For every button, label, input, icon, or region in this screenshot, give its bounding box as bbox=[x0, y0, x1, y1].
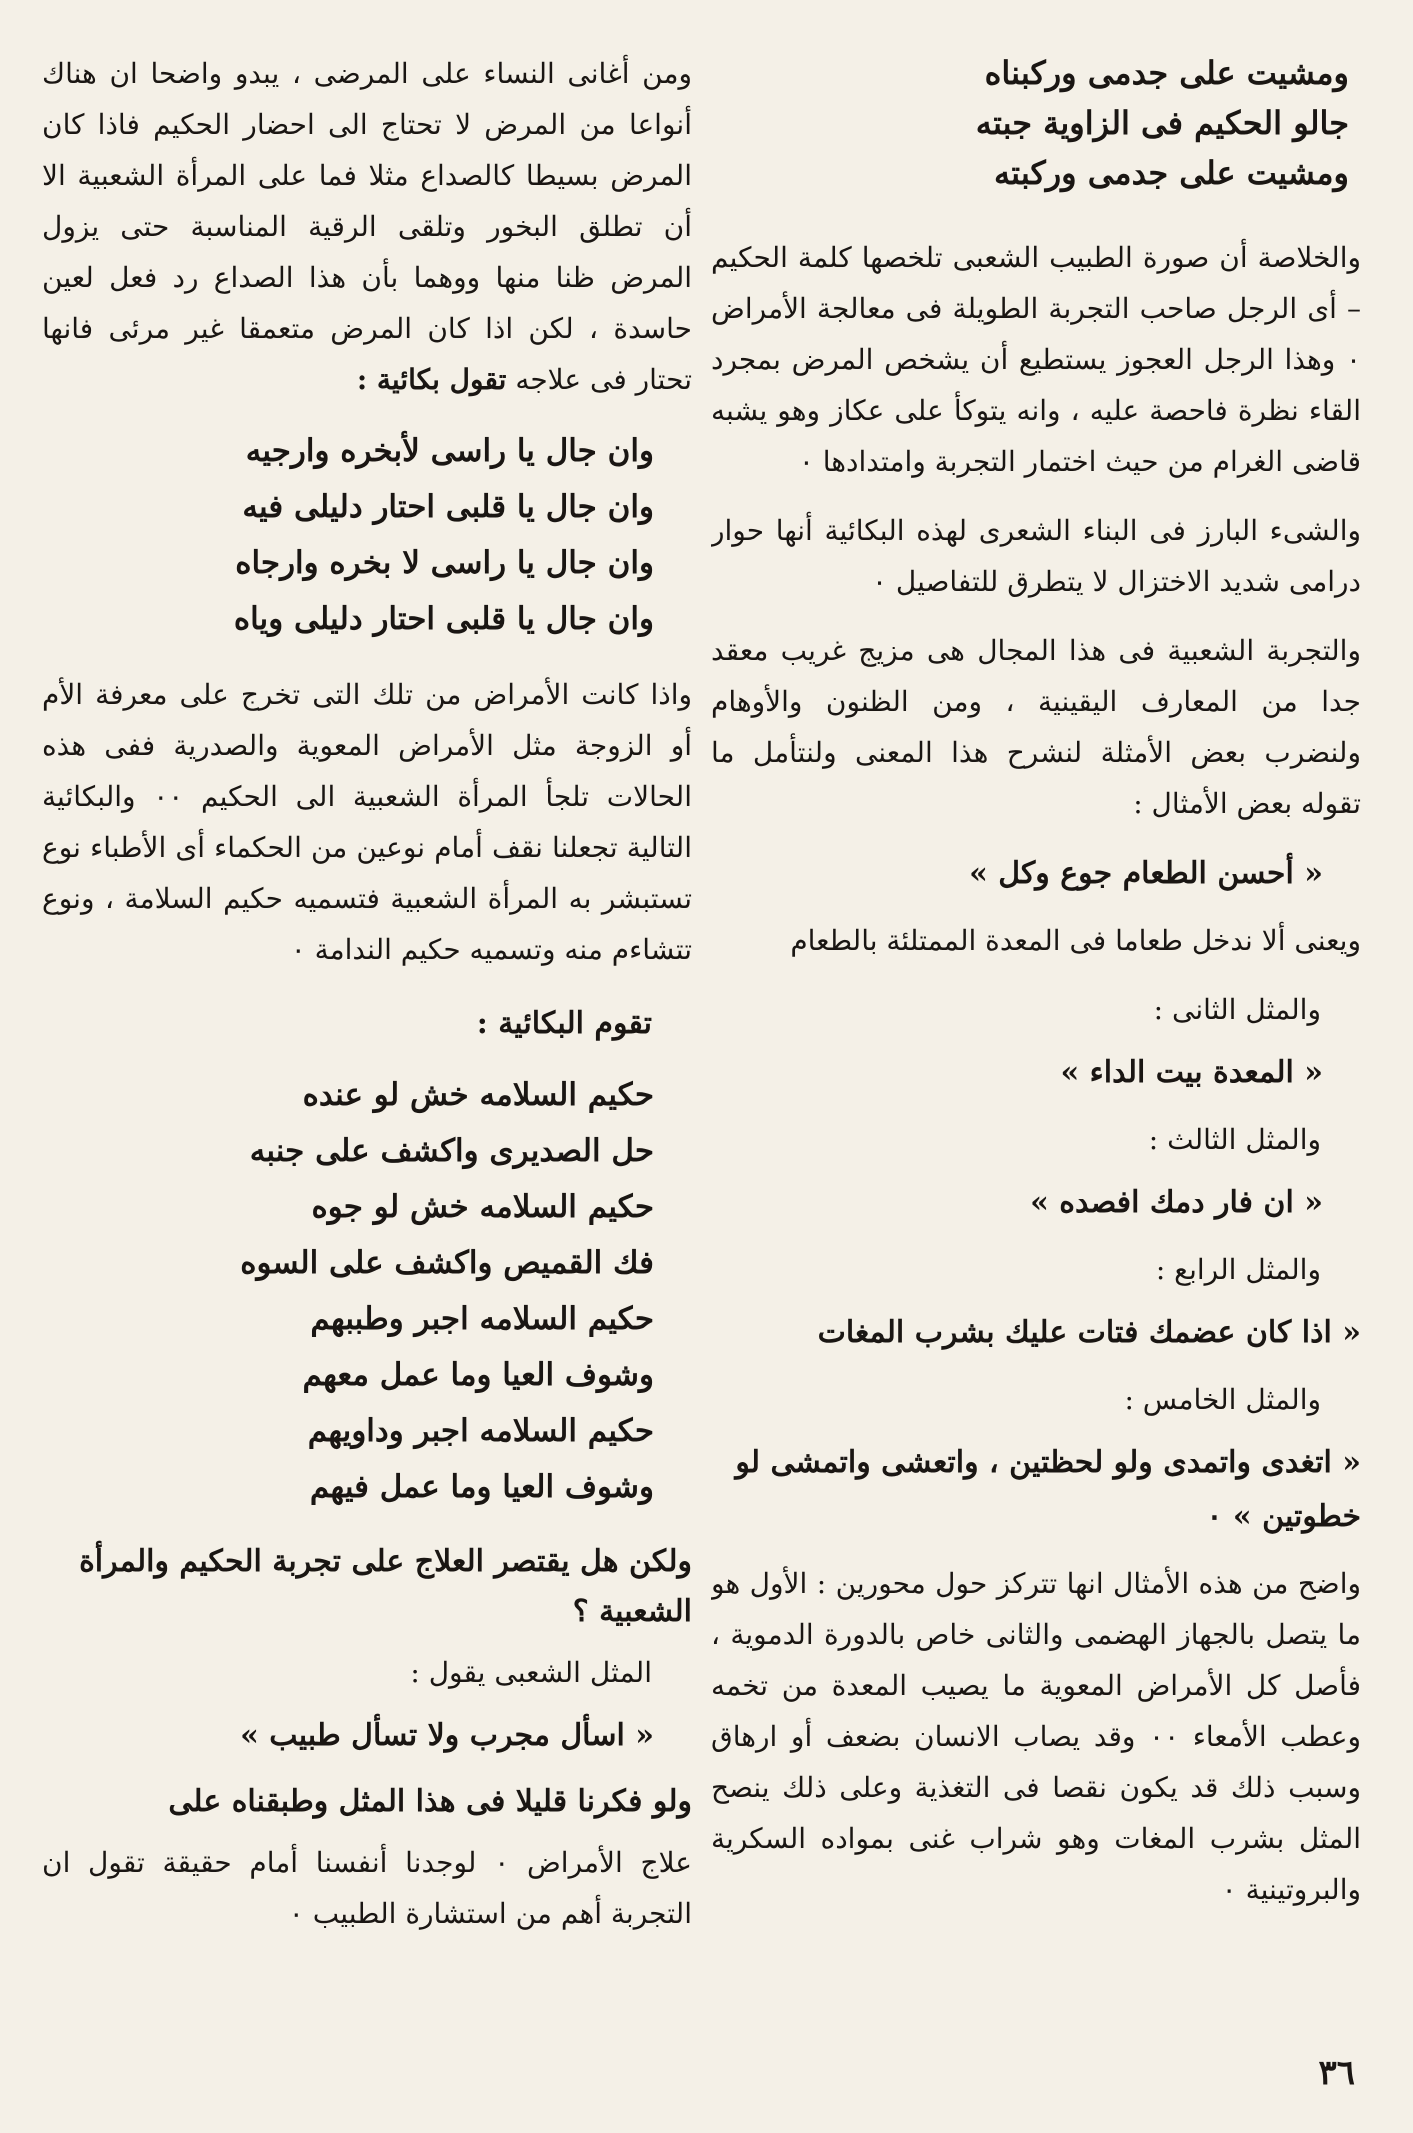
verse-line: وان جال يا قلبى احتار دليلى فيه bbox=[242, 489, 654, 525]
proverb: « اسأل مجرب ولا تسأل طبيب » bbox=[240, 1718, 654, 1753]
page-number: ٣٦ bbox=[1318, 2053, 1355, 2093]
verse-line: حكيم السلامه خش لو عنده bbox=[302, 1077, 654, 1113]
verse-top bbox=[711, 48, 1361, 198]
paragraph: والخلاصة أن صورة الطبيب الشعبى تلخصها كلمة الحكيم – أى الرجل صاحب التجربة الطويلة فى معالجة الأمراض ٠ وهذا الرجل العجوز يستطيع أن يشخص المرض بمجرد القاء نظرة فاحصة عليه ، وانه يتوكأ على عكاز وهو يشبه قاضى الغرام من حيث اختمار التجربة وامتدادها ٠ bbox=[711, 241, 1361, 478]
paragraph-bold-tail: تقول بكائية : bbox=[356, 363, 507, 396]
verse-line: فك القميص واكشف على السوه bbox=[240, 1245, 654, 1281]
verse-line: وشوف العيا وما عمل فيهم bbox=[309, 1469, 654, 1505]
proverb: « اذا كان عضمك فتات عليك بشرب المغات bbox=[817, 1315, 1361, 1350]
paragraph: ويعنى ألا ندخل طعاما فى المعدة الممتلئة بالطعام bbox=[790, 924, 1361, 957]
verse-block-1 bbox=[42, 423, 692, 647]
verse-line: ومشيت على جدمى وركبناه bbox=[984, 54, 1349, 92]
proverb: « أحسن الطعام جوع وكل » bbox=[969, 856, 1323, 891]
verse-line: وان جال يا قلبى احتار دليلى وياه bbox=[233, 601, 654, 637]
right-column bbox=[711, 48, 1361, 2043]
section-heading: تقوم البكائية : bbox=[476, 1006, 652, 1041]
verse-line: حل الصديرى واكشف على جنبه bbox=[249, 1133, 654, 1169]
proverb-label: والمثل الثالث : bbox=[1148, 1123, 1321, 1156]
verse-line: وان جال يا راسى لا بخره وارجاه bbox=[235, 545, 654, 581]
proverb: « المعدة بيت الداء » bbox=[1060, 1055, 1323, 1090]
verse-block-2 bbox=[42, 1067, 692, 1515]
verse-line: حكيم السلامه خش لو جوه bbox=[311, 1189, 654, 1225]
verse-line: وشوف العيا وما عمل معهم bbox=[302, 1357, 654, 1393]
proverb-label: والمثل الخامس : bbox=[1124, 1383, 1321, 1416]
left-column bbox=[42, 48, 692, 2043]
bold-paragraph: ولو فكرنا قليلا فى هذا المثل وطبقناه على bbox=[168, 1784, 692, 1819]
paragraph-text: ومن أغانى النساء على المرضى ، يبدو واضحا ان هناك أنواعا من المرض لا تحتاج الى احضار الحكيم فاذا كان المرض بسيطا كالصداع مثلا فما على المرأة الشعبية الا أن تطلق البخور وتلقى الرقية المناسبة حتى يزول المرض ظنا منها ووهما بأن هذا الصداع رد فعل لعين حاسدة ، لكن اذا كان المرض متعمقا غير مرئى فانها تحتار فى علاجه bbox=[42, 57, 692, 396]
paragraph: واضح من هذه الأمثال انها تتركز حول محورين : الأول هو ما يتصل بالجهاز الهضمى والثانى خاص بالدورة الدموية ، فأصل كل الأمراض المعوية ما يصيب المعدة من تخمه وعطب الأمعاء ٠٠ وقد يصاب الانسان بضعف أو ارهاق وسبب ذلك قد يكون نقصا فى التغذية وعلى ذلك ينصح المثل بشرب المغات وهو شراب غنى بمواده السكرية والبروتينية ٠ bbox=[711, 1567, 1361, 1906]
proverb: « اتغدى واتمدى ولو لحظتين ، واتعشى واتمشى لو خطوتين » ٠ bbox=[735, 1445, 1361, 1534]
paragraph: واذا كانت الأمراض من تلك التى تخرج على معرفة الأم أو الزوجة مثل الأمراض المعوية والصدرية ففى هذه الحالات تلجأ المرأة الشعبية الى الحكيم ٠٠ والبكائية التالية تجعلنا نقف أمام نوعين من الحكماء أى الأطباء نوع تستبشر به المرأة الشعبية فتسميه حكيم السلامة ، ونوع تتشاءم منه وتسميه حكيم الندامة ٠ bbox=[42, 678, 692, 966]
verse-line: ومشيت على جدمى وركبته bbox=[994, 154, 1349, 192]
proverb: « ان فار دمك افصده » bbox=[1030, 1185, 1323, 1220]
proverb-label: والمثل الثانى : bbox=[1153, 993, 1321, 1026]
verse-line: حكيم السلامه اجبر وطببهم bbox=[310, 1301, 654, 1337]
paragraph: والشىء البارز فى البناء الشعرى لهذه البكائية أنها حوار درامى شديد الاختزال لا يتطرق للتفاصيل ٠ bbox=[711, 514, 1361, 598]
proverb-label: المثل الشعبى يقول : bbox=[410, 1656, 652, 1689]
verse-line: حكيم السلامه اجبر وداويهم bbox=[307, 1413, 654, 1449]
verse-line: جالو الحكيم فى الزاوية جبته bbox=[975, 104, 1349, 142]
proverb-label: والمثل الرابع : bbox=[1155, 1253, 1321, 1286]
verse-line: وان جال يا راسى لأبخره وارجيه bbox=[245, 433, 654, 469]
paragraph: والتجربة الشعبية فى هذا المجال هى مزيج غريب معقد جدا من المعارف اليقينية ، ومن الظنون والأوهام ولنضرب بعض الأمثلة لنشرح هذا المعنى ولنتأمل ما تقوله بعض الأمثال : bbox=[711, 634, 1361, 820]
paragraph: علاج الأمراض ٠ لوجدنا أنفسنا أمام حقيقة تقول ان التجربة أهم من استشارة الطبيب ٠ bbox=[42, 1846, 692, 1930]
bold-paragraph: ولكن هل يقتصر العلاج على تجربة الحكيم والمرأة الشعبية ؟ bbox=[79, 1544, 692, 1629]
paragraph bbox=[42, 48, 692, 405]
